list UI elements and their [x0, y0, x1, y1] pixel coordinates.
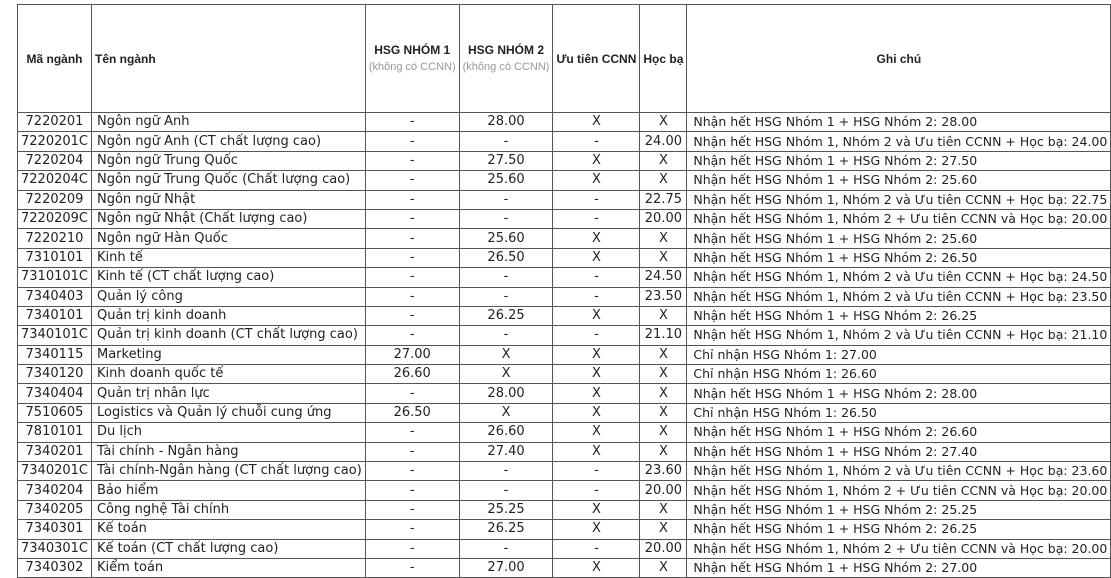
cell-hsg2: 25.25 — [459, 500, 553, 519]
cell-hsg2: 28.00 — [459, 113, 553, 132]
cell-hocba: 23.50 — [640, 287, 687, 306]
cell-code: 7340201C — [18, 462, 92, 481]
cell-ccnn: - — [553, 481, 640, 500]
cell-ccnn: X — [553, 500, 640, 519]
header-hsg2-title: HSG NHÓM 2 — [468, 43, 545, 57]
cell-hocba: 20.00 — [640, 539, 687, 558]
cell-note: Nhận hết HSG Nhóm 1, Nhóm 2 và Ưu tiên CCNN + Học bạ: 22.75 — [687, 190, 1111, 209]
cell-hsg1: 27.00 — [365, 345, 459, 364]
cell-ccnn: - — [553, 132, 640, 151]
cell-name: Ngôn ngữ Trung Quốc (Chất lượng cao) — [91, 171, 365, 190]
table-row — [18, 462, 1111, 481]
cell-hocba: X — [640, 229, 687, 248]
cell-note: Nhận hết HSG Nhóm 1, Nhóm 2 + Ưu tiên CCNN và Học bạ: 20.00 — [687, 481, 1111, 500]
table-row — [18, 326, 1111, 345]
cell-code: 7340204 — [18, 481, 92, 500]
cell-code: 7220201 — [18, 113, 92, 132]
cell-hsg2: 27.00 — [459, 558, 553, 577]
cell-name: Quản lý công — [91, 287, 365, 306]
table-row — [18, 268, 1111, 287]
cell-hocba: 20.00 — [640, 481, 687, 500]
cell-code: 7340101C — [18, 326, 92, 345]
cell-hsg1: - — [365, 229, 459, 248]
cell-code: 7310101C — [18, 268, 92, 287]
cell-name: Kiểm toán — [91, 558, 365, 577]
header-hocba: Học bạ — [640, 5, 687, 113]
cell-hsg2: - — [459, 481, 553, 500]
cell-code: 7220209C — [18, 209, 92, 228]
cell-note: Nhận hết HSG Nhóm 1 + HSG Nhóm 2: 25.25 — [687, 500, 1111, 519]
cell-ccnn: X — [553, 171, 640, 190]
cell-code: 7340115 — [18, 345, 92, 364]
cell-ccnn: X — [553, 229, 640, 248]
cell-hsg2: - — [459, 462, 553, 481]
cell-code: 7340403 — [18, 287, 92, 306]
cell-code: 7810101 — [18, 423, 92, 442]
cell-code: 7310101 — [18, 248, 92, 267]
table-row — [18, 520, 1111, 539]
cell-name: Marketing — [91, 345, 365, 364]
header-row — [18, 5, 1111, 113]
cell-hsg1: - — [365, 171, 459, 190]
cell-hocba: 21.10 — [640, 326, 687, 345]
cell-name: Kinh tế (CT chất lượng cao) — [91, 268, 365, 287]
table-row — [18, 365, 1111, 384]
header-hsg1-title: HSG NHÓM 1 — [374, 43, 451, 57]
header-code: Mã ngành — [18, 5, 92, 113]
cell-hocba: X — [640, 151, 687, 170]
admission-table-container — [17, 4, 1111, 578]
cell-hsg1: - — [365, 558, 459, 577]
cell-hsg1: - — [365, 423, 459, 442]
table-row — [18, 248, 1111, 267]
cell-hocba: 22.75 — [640, 190, 687, 209]
cell-note: Nhận hết HSG Nhóm 1, Nhóm 2 và Ưu tiên CCNN + Học bạ: 23.50 — [687, 287, 1111, 306]
cell-note: Nhận hết HSG Nhóm 1, Nhóm 2 và Ưu tiên CCNN + Học bạ: 24.50 — [687, 268, 1111, 287]
cell-name: Tài chính - Ngân hàng — [91, 442, 365, 461]
cell-hocba: 20.00 — [640, 209, 687, 228]
cell-hocba: X — [640, 248, 687, 267]
cell-ccnn: X — [553, 403, 640, 422]
cell-hocba: X — [640, 558, 687, 577]
cell-note: Nhận hết HSG Nhóm 1, Nhóm 2 và Ưu tiên CCNN + Học bạ: 24.00 — [687, 132, 1111, 151]
cell-hsg2: - — [459, 326, 553, 345]
cell-hocba: X — [640, 306, 687, 325]
table-row — [18, 171, 1111, 190]
cell-hocba: X — [640, 442, 687, 461]
cell-code: 7340101 — [18, 306, 92, 325]
cell-hsg2: 27.50 — [459, 151, 553, 170]
cell-ccnn: X — [553, 384, 640, 403]
table-row — [18, 345, 1111, 364]
cell-note: Nhận hết HSG Nhóm 1 + HSG Nhóm 2: 28.00 — [687, 384, 1111, 403]
cell-hsg2: - — [459, 190, 553, 209]
cell-hocba: 24.50 — [640, 268, 687, 287]
cell-hocba: X — [640, 384, 687, 403]
cell-ccnn: - — [553, 268, 640, 287]
cell-note: Nhận hết HSG Nhóm 1 + HSG Nhóm 2: 27.40 — [687, 442, 1111, 461]
cell-code: 7220204C — [18, 171, 92, 190]
cell-ccnn: - — [553, 190, 640, 209]
cell-note: Nhận hết HSG Nhóm 1 + HSG Nhóm 2: 27.50 — [687, 151, 1111, 170]
table-row — [18, 190, 1111, 209]
cell-note: Nhận hết HSG Nhóm 1 + HSG Nhóm 2: 28.00 — [687, 113, 1111, 132]
cell-ccnn: - — [553, 462, 640, 481]
cell-hsg1: - — [365, 500, 459, 519]
cell-hsg2: - — [459, 209, 553, 228]
cell-ccnn: X — [553, 558, 640, 577]
cell-hsg2: X — [459, 365, 553, 384]
table-row — [18, 287, 1111, 306]
cell-ccnn: - — [553, 287, 640, 306]
cell-hsg1: - — [365, 481, 459, 500]
cell-name: Ngôn ngữ Hàn Quốc — [91, 229, 365, 248]
cell-hocba: X — [640, 171, 687, 190]
cell-code: 7340201 — [18, 442, 92, 461]
table-row — [18, 481, 1111, 500]
cell-ccnn: X — [553, 423, 640, 442]
cell-ccnn: X — [553, 248, 640, 267]
header-hsg2 — [459, 5, 553, 113]
cell-note: Chỉ nhận HSG Nhóm 1: 27.00 — [687, 345, 1111, 364]
cell-code: 7340302 — [18, 558, 92, 577]
table-row — [18, 113, 1111, 132]
cell-name: Logistics và Quản lý chuỗi cung ứng — [91, 403, 365, 422]
cell-hsg1: - — [365, 151, 459, 170]
header-note: Ghi chú — [687, 5, 1111, 113]
table-row — [18, 423, 1111, 442]
cell-note: Nhận hết HSG Nhóm 1, Nhóm 2 và Ưu tiên CCNN + Học bạ: 21.10 — [687, 326, 1111, 345]
cell-hsg1: - — [365, 248, 459, 267]
cell-name: Bảo hiểm — [91, 481, 365, 500]
cell-hsg2: 26.50 — [459, 248, 553, 267]
cell-name: Kế toán (CT chất lượng cao) — [91, 539, 365, 558]
cell-hsg2: 26.25 — [459, 520, 553, 539]
cell-hocba: X — [640, 403, 687, 422]
cell-hsg2: - — [459, 132, 553, 151]
cell-hsg1: - — [365, 190, 459, 209]
cell-note: Nhận hết HSG Nhóm 1, Nhóm 2 + Ưu tiên CCNN và Học bạ: 20.00 — [687, 209, 1111, 228]
cell-name: Kế toán — [91, 520, 365, 539]
table-row — [18, 539, 1111, 558]
cell-note: Nhận hết HSG Nhóm 1 + HSG Nhóm 2: 26.60 — [687, 423, 1111, 442]
cell-hsg2: 25.60 — [459, 171, 553, 190]
cell-note: Nhận hết HSG Nhóm 1 + HSG Nhóm 2: 25.60 — [687, 229, 1111, 248]
cell-hsg1: - — [365, 268, 459, 287]
cell-hsg1: - — [365, 520, 459, 539]
cell-code: 7340404 — [18, 384, 92, 403]
cell-hsg1: - — [365, 113, 459, 132]
cell-hsg1: 26.60 — [365, 365, 459, 384]
cell-name: Quản trị kinh doanh (CT chất lượng cao) — [91, 326, 365, 345]
cell-hsg2: 25.60 — [459, 229, 553, 248]
cell-name: Ngôn ngữ Anh (CT chất lượng cao) — [91, 132, 365, 151]
cell-ccnn: - — [553, 326, 640, 345]
cell-ccnn: X — [553, 442, 640, 461]
cell-ccnn: - — [553, 209, 640, 228]
cell-hocba: X — [640, 365, 687, 384]
cell-hsg1: - — [365, 326, 459, 345]
table-row — [18, 151, 1111, 170]
header-hsg1-sub: (không có CCNN) — [368, 61, 456, 73]
cell-hocba: 24.00 — [640, 132, 687, 151]
cell-name: Ngôn ngữ Nhật — [91, 190, 365, 209]
cell-code: 7340120 — [18, 365, 92, 384]
cell-code: 7220210 — [18, 229, 92, 248]
table-row — [18, 384, 1111, 403]
cell-ccnn: X — [553, 113, 640, 132]
cell-code: 7340301 — [18, 520, 92, 539]
cell-note: Nhận hết HSG Nhóm 1, Nhóm 2 + Ưu tiên CCNN và Học bạ: 20.00 — [687, 539, 1111, 558]
cell-name: Tài chính-Ngân hàng (CT chất lượng cao) — [91, 462, 365, 481]
cell-ccnn: X — [553, 345, 640, 364]
cell-note: Nhận hết HSG Nhóm 1 + HSG Nhóm 2: 26.50 — [687, 248, 1111, 267]
cell-hocba: 23.60 — [640, 462, 687, 481]
cell-code: 7220201C — [18, 132, 92, 151]
cell-hsg1: - — [365, 442, 459, 461]
cell-note: Nhận hết HSG Nhóm 1, Nhóm 2 và Ưu tiên CCNN + Học bạ: 23.60 — [687, 462, 1111, 481]
cell-hsg2: - — [459, 268, 553, 287]
cell-hsg2: 28.00 — [459, 384, 553, 403]
cell-note: Nhận hết HSG Nhóm 1 + HSG Nhóm 2: 26.25 — [687, 520, 1111, 539]
admission-table — [17, 4, 1111, 578]
table-row — [18, 209, 1111, 228]
cell-note: Nhận hết HSG Nhóm 1 + HSG Nhóm 2: 26.25 — [687, 306, 1111, 325]
cell-hocba: X — [640, 520, 687, 539]
cell-name: Kinh tế — [91, 248, 365, 267]
cell-note: Nhận hết HSG Nhóm 1 + HSG Nhóm 2: 27.00 — [687, 558, 1111, 577]
cell-ccnn: X — [553, 151, 640, 170]
cell-name: Ngôn ngữ Anh — [91, 113, 365, 132]
cell-hsg1: - — [365, 132, 459, 151]
cell-note: Chỉ nhận HSG Nhóm 1: 26.50 — [687, 403, 1111, 422]
cell-hsg2: 27.40 — [459, 442, 553, 461]
cell-hsg2: X — [459, 345, 553, 364]
table-row — [18, 229, 1111, 248]
cell-ccnn: X — [553, 365, 640, 384]
cell-code: 7220204 — [18, 151, 92, 170]
header-name: Tên ngành — [91, 5, 365, 113]
cell-code: 7340301C — [18, 539, 92, 558]
cell-code: 7340205 — [18, 500, 92, 519]
cell-hsg1: - — [365, 306, 459, 325]
table-row — [18, 132, 1111, 151]
cell-hsg2: - — [459, 287, 553, 306]
cell-hsg2: 26.60 — [459, 423, 553, 442]
cell-code: 7510605 — [18, 403, 92, 422]
cell-code: 7220209 — [18, 190, 92, 209]
cell-hsg1: - — [365, 539, 459, 558]
cell-name: Ngôn ngữ Trung Quốc — [91, 151, 365, 170]
cell-name: Quản trị nhân lực — [91, 384, 365, 403]
cell-ccnn: - — [553, 539, 640, 558]
cell-hsg1: - — [365, 384, 459, 403]
cell-hocba: X — [640, 500, 687, 519]
cell-name: Ngôn ngữ Nhật (Chất lượng cao) — [91, 209, 365, 228]
cell-name: Du lịch — [91, 423, 365, 442]
cell-name: Quản trị kinh doanh — [91, 306, 365, 325]
cell-hocba: X — [640, 423, 687, 442]
header-hsg2-sub: (không có CCNN) — [462, 61, 550, 73]
table-row — [18, 558, 1111, 577]
table-row — [18, 442, 1111, 461]
header-hsg1 — [365, 5, 459, 113]
table-body — [18, 113, 1111, 578]
cell-hocba: X — [640, 113, 687, 132]
cell-note: Nhận hết HSG Nhóm 1 + HSG Nhóm 2: 25.60 — [687, 171, 1111, 190]
cell-name: Công nghệ Tài chính — [91, 500, 365, 519]
table-row — [18, 500, 1111, 519]
table-row — [18, 403, 1111, 422]
cell-hsg1: - — [365, 209, 459, 228]
cell-hsg1: - — [365, 287, 459, 306]
cell-name: Kinh doanh quốc tế — [91, 365, 365, 384]
cell-note: Chỉ nhận HSG Nhóm 1: 26.60 — [687, 365, 1111, 384]
cell-hsg2: 26.25 — [459, 306, 553, 325]
cell-hsg1: 26.50 — [365, 403, 459, 422]
cell-hsg2: - — [459, 539, 553, 558]
cell-hocba: X — [640, 345, 687, 364]
cell-hsg1: - — [365, 462, 459, 481]
header-ccnn: Ưu tiên CCNN — [553, 5, 640, 113]
cell-hsg2: X — [459, 403, 553, 422]
table-row — [18, 306, 1111, 325]
cell-ccnn: X — [553, 306, 640, 325]
cell-ccnn: X — [553, 520, 640, 539]
